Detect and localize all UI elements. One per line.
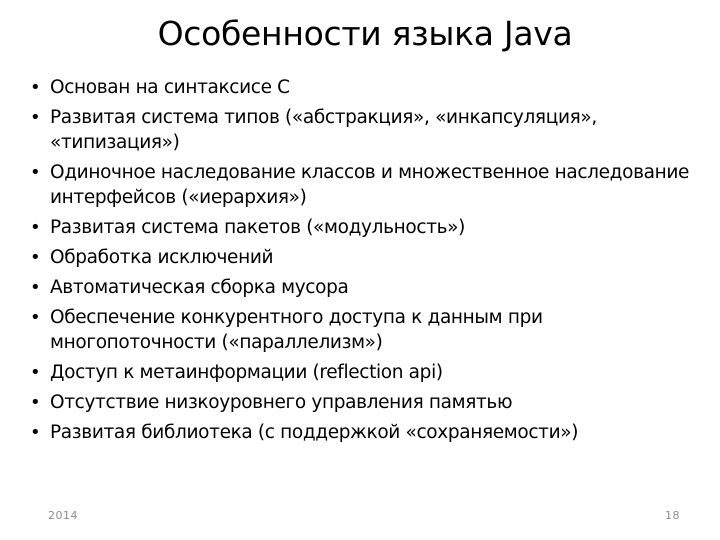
bullet-icon: • [30, 162, 41, 183]
bullet-icon: • [30, 277, 41, 298]
slide-number: 18 [665, 509, 680, 522]
bullet-text: Одиночное наследование классов и множественное наследование интерфейсов («иерархия») [50, 162, 690, 208]
bullet-icon: • [30, 422, 41, 443]
bullet-text: Обработка исключений [50, 247, 274, 268]
footer-year: 2014 [48, 509, 78, 522]
bullet-text: Развитая система типов («абстракция», «инкапсуляция», «типизация») [50, 107, 597, 153]
bullet-icon: • [30, 107, 41, 128]
bullet-icon: • [30, 362, 41, 383]
bullet-item [30, 105, 690, 155]
bullet-item [30, 360, 690, 385]
bullet-text: Отсутствие низкоуровнего управления памятью [50, 392, 513, 413]
bullet-text: Автоматическая сборка мусора [50, 277, 349, 298]
bullet-text: Основан на синтаксисе С [50, 77, 290, 98]
bullet-icon: • [30, 217, 41, 238]
bullet-text: Развитая система пакетов («модульность») [50, 217, 466, 238]
bullet-item [30, 75, 690, 100]
bullet-item [30, 245, 690, 270]
bullet-list [30, 75, 690, 450]
bullet-item [30, 420, 690, 445]
bullet-item [30, 305, 690, 355]
slide-title: Особенности языка Java [157, 14, 573, 53]
bullet-icon: • [30, 77, 41, 98]
bullet-item [30, 215, 690, 240]
bullet-item [30, 390, 690, 415]
bullet-icon: • [30, 392, 41, 413]
bullet-text: Развитая библиотека (с поддержкой «сохраняемости») [50, 422, 579, 443]
bullet-text: Обеспечение конкурентного доступа к данным при многопоточности («параллелизм») [50, 307, 543, 353]
bullet-text: Доступ к метаинформации (reflection api) [50, 362, 443, 383]
bullet-icon: • [30, 307, 41, 328]
bullet-icon: • [30, 247, 41, 268]
bullet-item [30, 275, 690, 300]
bullet-item [30, 160, 690, 210]
